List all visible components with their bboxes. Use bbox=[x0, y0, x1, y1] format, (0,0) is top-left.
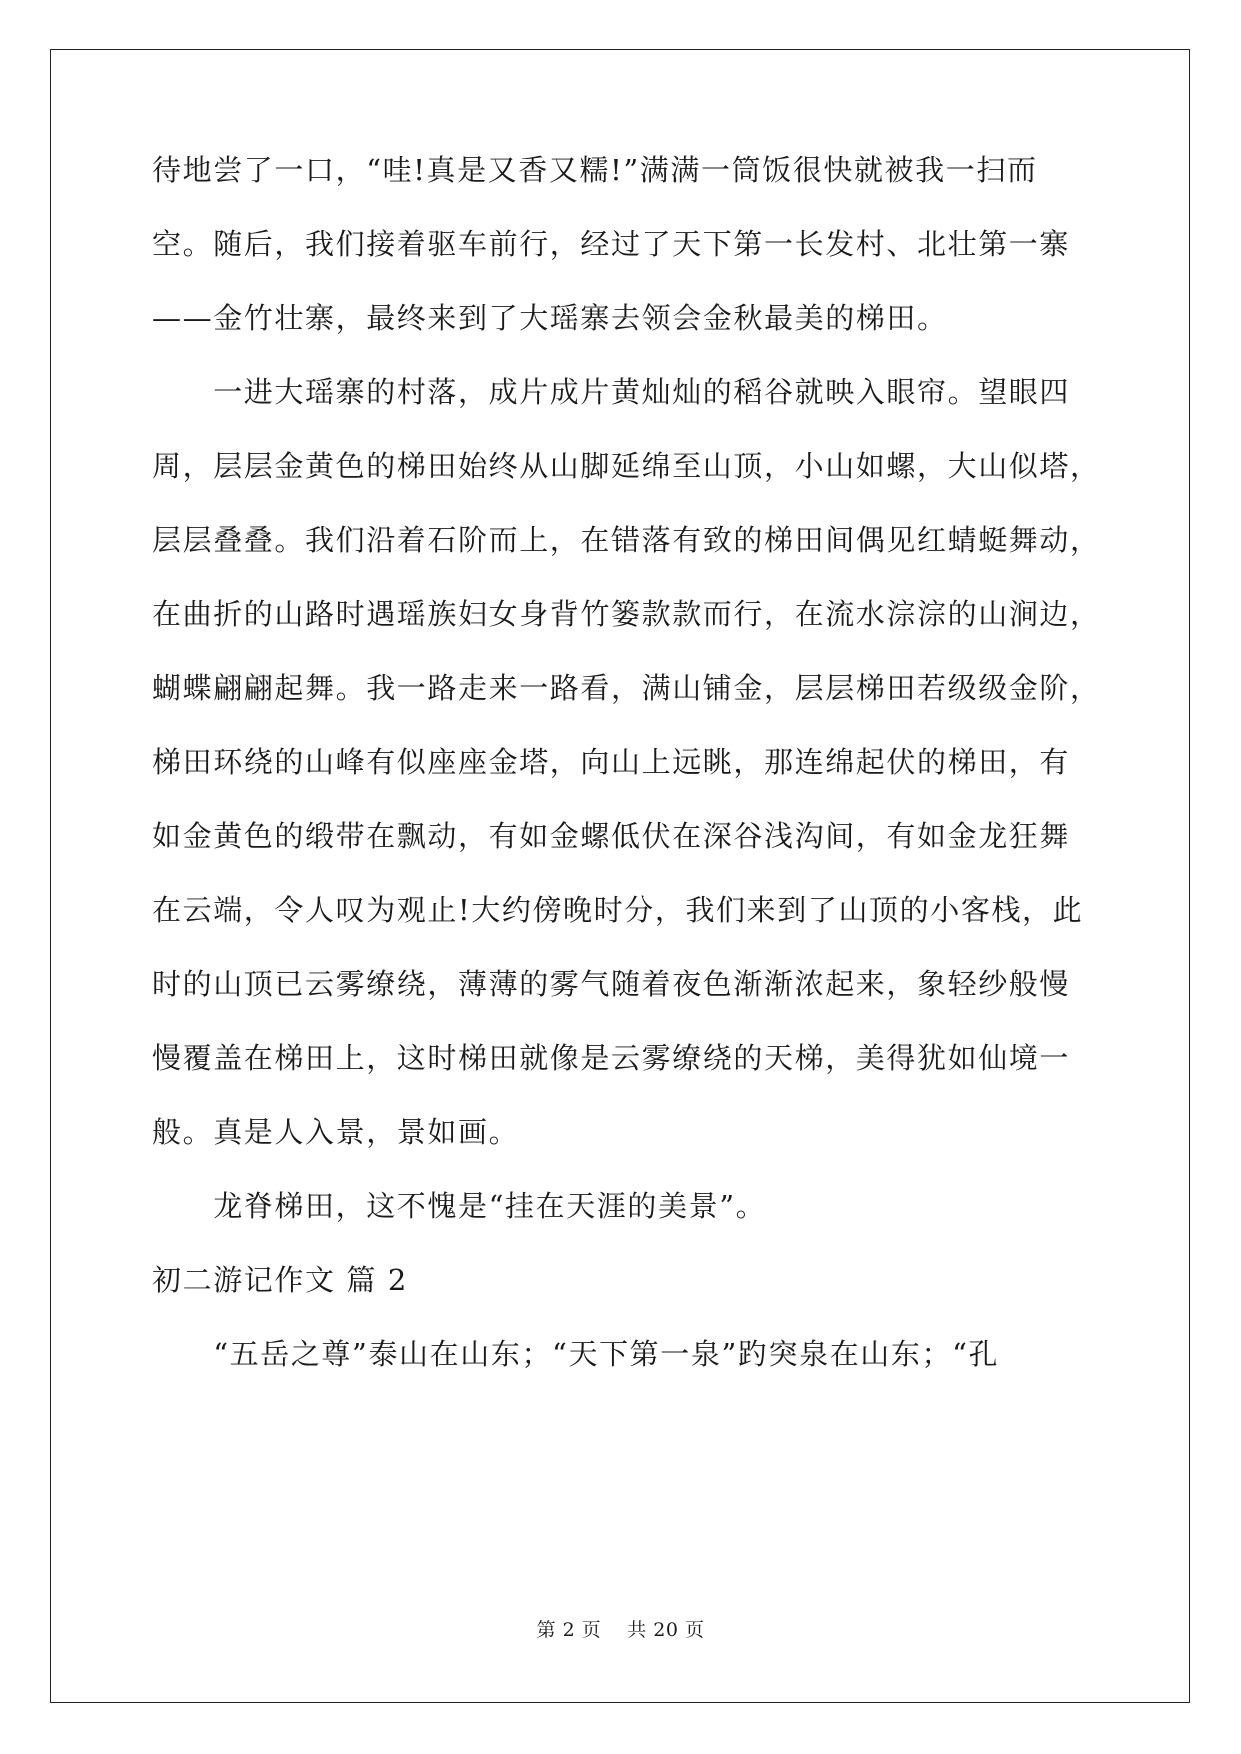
text-line: 在云端，令人叹为观止!大约傍晚时分，我们来到了山顶的小客栈，此 bbox=[152, 893, 1084, 927]
text-line: 慢覆盖在梯田上，这时梯田就像是云雾缭绕的天梯，美得犹如仙境一 bbox=[152, 1041, 1071, 1075]
text-line: “五岳之尊”泰山在山东；“天下第一泉”趵突泉在山东；“孔 bbox=[152, 1337, 1000, 1371]
text-line: 时的山顶已云雾缭绕，薄薄的雾气随着夜色渐渐浓起来，象轻纱般慢 bbox=[152, 967, 1071, 1001]
text-line: 龙脊梯田，这不愧是“挂在天涯的美景”。 bbox=[152, 1189, 767, 1223]
text-line: ——金竹壮寨，最终来到了大瑶寨去领会金秋最美的梯田。 bbox=[152, 301, 948, 335]
section-heading: 初二游记作文 篇 2 bbox=[152, 1263, 408, 1297]
text-line: 一进大瑶寨的村落，成片成片黄灿灿的稻谷就映入眼帘。望眼四 bbox=[152, 375, 1071, 409]
text-line: 般。真是人入景，景如画。 bbox=[152, 1115, 520, 1149]
page-number: 第 2 页 bbox=[536, 1619, 602, 1641]
text-line: 空。随后，我们接着驱车前行，经过了天下第一长发村、北壮第一寨 bbox=[152, 227, 1071, 261]
text-line: 在曲折的山路时遇瑶族妇女身背竹篓款款而行，在流水淙淙的山涧边， bbox=[152, 597, 1101, 631]
text-line: 待地尝了一口，“哇!真是又香又糯!”满满一筒饭很快就被我一扫而 bbox=[152, 153, 1038, 187]
text-line: 层层叠叠。我们沿着石阶而上，在错落有致的梯田间偶见红蜻蜓舞动， bbox=[152, 523, 1101, 557]
page-footer bbox=[0, 1618, 1241, 1642]
text-line: 如金黄色的缎带在飘动，有如金螺低伏在深谷浅沟间，有如金龙狂舞 bbox=[152, 819, 1071, 853]
text-line: 周，层层金黄色的梯田始终从山脚延绵至山顶，小山如螺，大山似塔， bbox=[152, 449, 1101, 483]
text-line: 蝴蝶翩翩起舞。我一路走来一路看，满山铺金，层层梯田若级级金阶， bbox=[152, 671, 1101, 705]
text-line: 梯田环绕的山峰有似座座金塔，向山上远眺，那连绵起伏的梯田，有 bbox=[152, 745, 1071, 779]
total-pages: 共 20 页 bbox=[627, 1619, 705, 1641]
